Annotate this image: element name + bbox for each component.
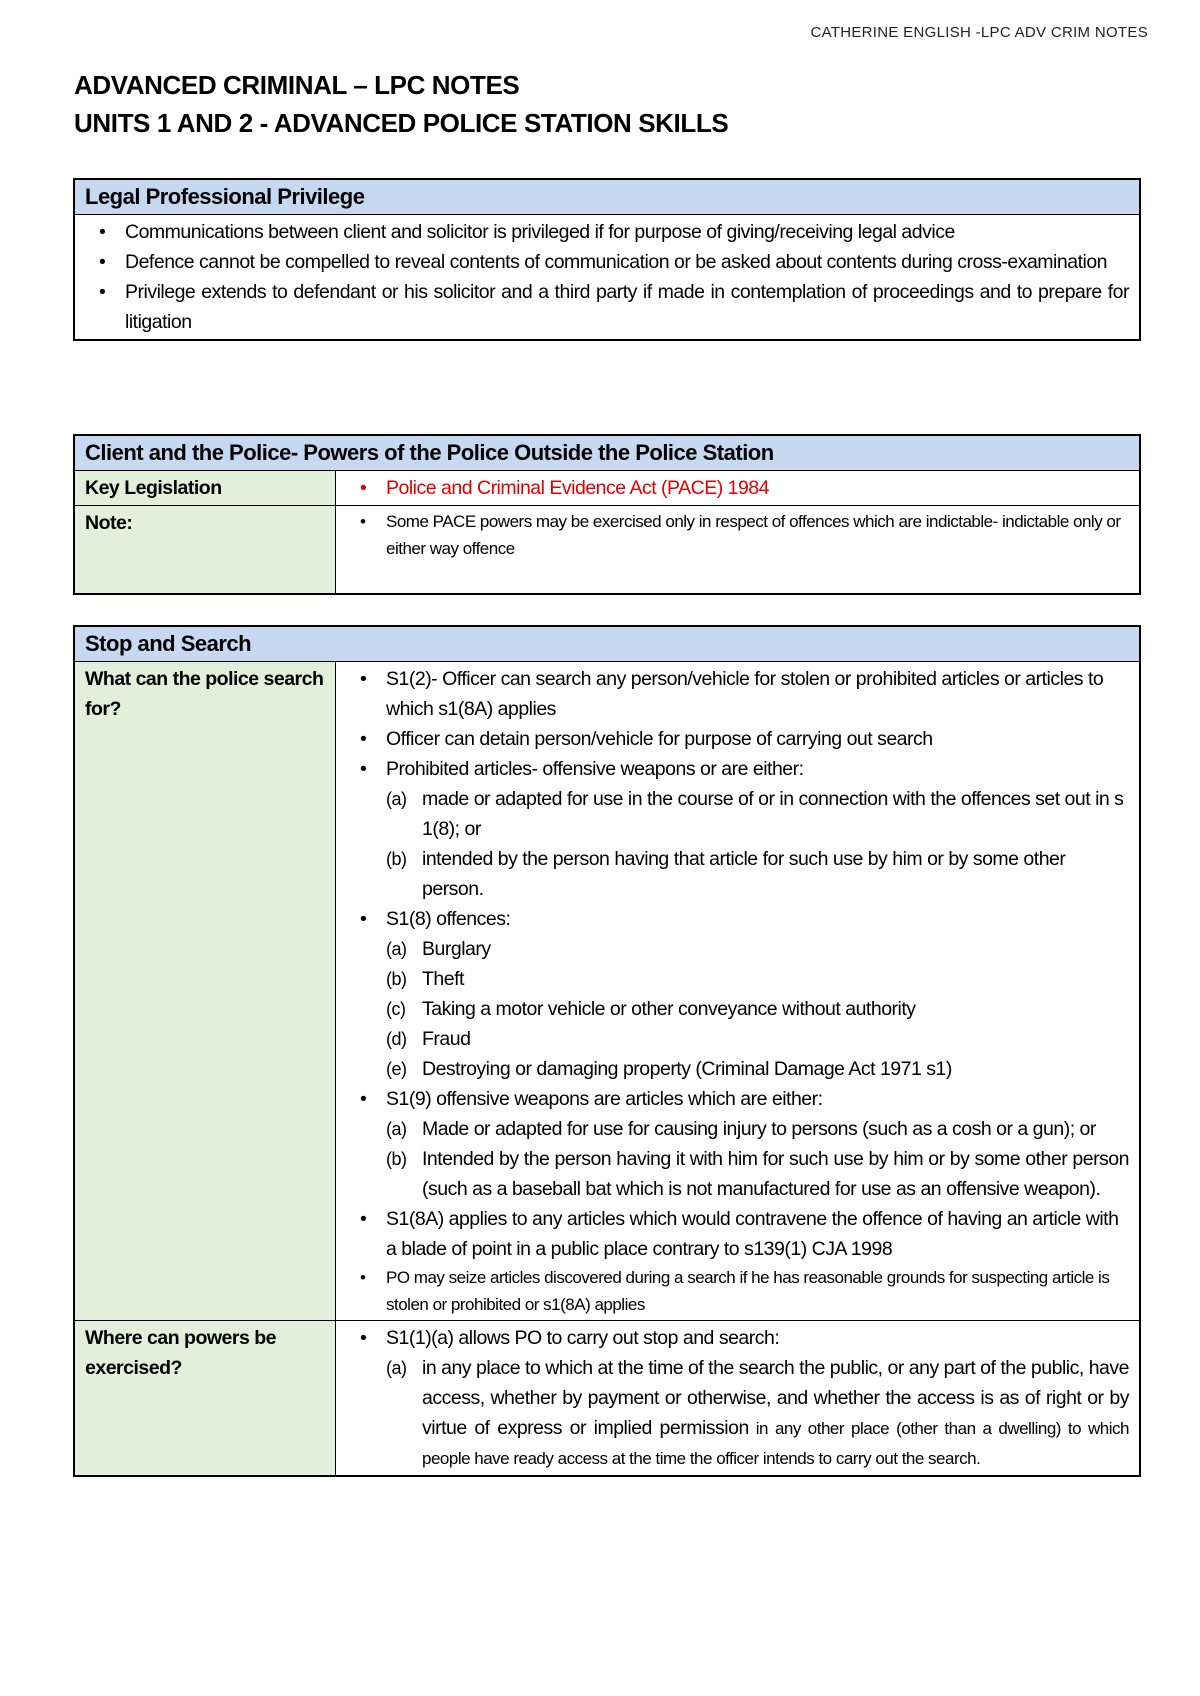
sub-label: (b)	[386, 1149, 407, 1169]
note-value: • Some PACE powers may be exercised only in respect of offences which are indictable- indictable only or either way offence	[386, 508, 1129, 562]
sub-text: made or adapted for use in the course of or in connection with the offences set out in s 1(8); or	[422, 788, 1124, 840]
list-item: • Defence cannot be compelled to reveal contents of communication or be asked about contents during cross-examination	[125, 247, 1129, 277]
sub-label: (a)	[386, 939, 407, 959]
lpp-heading: Legal Professional Privilege	[74, 179, 1140, 215]
lpp-table	[73, 178, 1141, 341]
list-item: • S1(2)- Officer can search any person/vehicle for stolen or prohibited articles or articles to which s1(8A) applies	[386, 664, 1129, 724]
sub-text: Fraud	[422, 1028, 471, 1050]
sub-label: (a)	[386, 789, 407, 809]
list-item: • Communications between client and solicitor is privileged if for purpose of giving/receiving legal advice	[125, 217, 1129, 247]
stop-search-table	[73, 625, 1141, 1477]
sub-label: (e)	[386, 1059, 407, 1079]
sub-text: in any other place (other than a dwelling) to which people have ready access at the time the officer intends to carry out the search.	[422, 1419, 1129, 1468]
sub-label: (a)	[386, 1358, 407, 1378]
key-legislation-label: Key Legislation	[74, 471, 336, 506]
list-item: • PO may seize articles discovered during a search if he has reasonable grounds for suspecting article is stolen or prohibited or s1(8A) applies	[386, 1264, 1129, 1318]
sub-text: Destroying or damaging property (Criminal Damage Act 1971 s1)	[422, 1058, 952, 1080]
sub-label: (a)	[386, 1119, 407, 1139]
sub-text: Taking a motor vehicle or other conveyance without authority	[422, 998, 916, 1020]
sub-text: Made or adapted for use for causing injury to persons (such as a cosh or a gun); or	[422, 1118, 1096, 1140]
sub-text: in any place to which at the time of the search the public, or any part of the public, have access, whether by payment or otherwise, and whether the access is as of right or by virtue of express or implied permission	[422, 1357, 1129, 1439]
list-item: • Officer can detain person/vehicle for purpose of carrying out search	[386, 724, 1129, 754]
list-item	[386, 754, 1129, 904]
list-item: • S1(8A) applies to any articles which would contravene the offence of having an article with a blade of point in a public place contrary to s139(1) CJA 1998	[386, 1204, 1129, 1264]
document-subtitle: UNITS 1 AND 2 - ADVANCED POLICE STATION SKILLS	[74, 108, 729, 138]
police-powers-table	[73, 434, 1141, 595]
sub-text: Burglary	[422, 938, 491, 960]
list-text: Prohibited articles- offensive weapons or are either:	[386, 758, 804, 780]
stop-heading: Stop and Search	[74, 626, 1140, 662]
sub-text: Intended by the person having it with him for such use by him or by some other person (such as a baseball bat which is not manufactured for use as an offensive weapon).	[422, 1148, 1129, 1200]
list-text: S1(1)(a) allows PO to carry out stop and search:	[386, 1327, 780, 1349]
row-label: Where can powers be exercised?	[74, 1321, 336, 1477]
sub-label: (d)	[386, 1029, 407, 1049]
sub-text: intended by the person having that article for such use by him or by some other person.	[422, 848, 1066, 900]
sub-text: Theft	[422, 968, 464, 990]
sub-label: (b)	[386, 969, 407, 989]
note-label: Note:	[74, 506, 336, 594]
police-heading: Client and the Police- Powers of the Police Outside the Police Station	[74, 435, 1140, 471]
list-item	[386, 904, 1129, 1084]
row-label: What can the police search for?	[74, 662, 336, 1321]
list-item	[386, 1084, 1129, 1204]
sub-label: (b)	[386, 849, 407, 869]
list-text: S1(9) offensive weapons are articles which are either:	[386, 1088, 823, 1110]
sub-label: (c)	[386, 999, 406, 1019]
running-header: CATHERINE ENGLISH -LPC ADV CRIM NOTES	[810, 24, 1148, 41]
key-legislation-value: • Police and Criminal Evidence Act (PACE) 1984	[386, 473, 1129, 503]
list-item: • Privilege extends to defendant or his solicitor and a third party if made in contemplation of proceedings and to prepare for litigation	[125, 277, 1129, 337]
list-item	[386, 1323, 1129, 1473]
list-text: S1(8) offences:	[386, 908, 511, 930]
document-title: ADVANCED CRIMINAL – LPC NOTES	[74, 70, 520, 100]
